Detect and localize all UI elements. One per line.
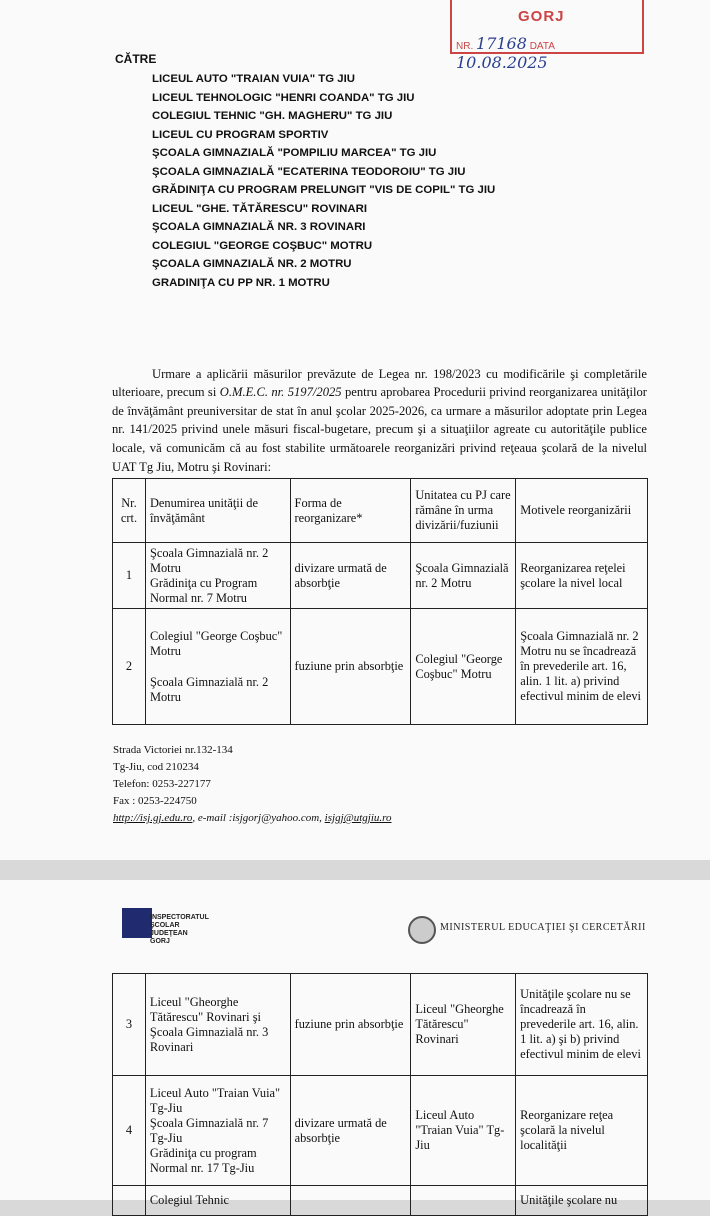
header-reasons: Motivele reorganizării [516,479,648,543]
recipient-item: ŞCOALA GIMNAZIALĂ "ECATERINA TEODOROIU" TG JIU [152,165,466,178]
header-reorg-form: Forma de reorganizare* [290,479,411,543]
email-link[interactable]: isjgj@utgjiu.ro [324,812,392,824]
reorganization-table [112,478,648,725]
table-row: 4 Liceul Auto "Traian Vuia" Tg-Jiu Şcoala Gimnazială nr. 7 Tg-Jiu Grădiniţa cu program Normal nr. 17 Tg-Jiu divizare urmată de absorbţie Liceul Auto "Traian Vuia" Tg-Jiu Reorganizare reţea şcolară la nivelul localităţii [113,1076,648,1186]
recipient-item: ŞCOALA GIMNAZIALĂ NR. 3 ROVINARI [152,221,366,233]
stamp-number: 17168 [476,34,527,53]
table-header-row [113,479,648,543]
recipient-item: LICEUL "GHE. TĂTĂRESCU" ROVINARI [152,202,367,215]
eu-flag-icon [122,908,152,938]
isj-gorj-logo: INSPECTORATUL ŞCOLAR JUDEŢEAN GORJ [122,902,232,960]
recipient-item: ŞCOALA GIMNAZIALĂ NR. 2 MOTRU [152,258,352,270]
body-paragraph: Urmare a aplicării măsurilor prevăzute de Legea nr. 198/2023 cu modificările şi completările ulterioare, precum si O.M.E.C. nr. 5197/2025 pentru aprobarea Procedurii privind reorganizarea unităţilor de învăţământ preuniversitar de stat în anul şcolar 2025-2026, ca urmare a măsurilor adoptate prin Legea nr. 141/2025 privind unele măsuri fiscal-bugetare, precum şi a situaţiilor agreate cu autorităţile publice locale, vă comunicăm că au fost stabilite următoarele reorganizări privind reţeaua şcolară de la nivelul UAT Tg Jiu, Motru şi Rovinari: [112,366,647,474]
registration-stamp [450,0,644,72]
header-remaining-pj: Unitatea cu PJ care rămâne în urma divizării/fuziunii [411,479,516,543]
table-row: 1 Şcoala Gimnazială nr. 2 Motru Grădiniţa cu Program Normal nr. 7 Motru divizare urmată de absorbţie Şcoala Gimnazială nr. 2 Motru Reorganizarea reţelei şcolare la nivel local [113,543,648,609]
ministry-name: MINISTERUL EDUCAŢIEI ŞI CERCETĂRII [440,922,646,933]
recipient-item: ŞCOALA GIMNAZIALĂ "POMPILIU MARCEA" TG JIU [152,147,437,159]
document-page-2 [0,880,710,1207]
header-nr: Nr. crt. [113,479,146,543]
table-row: 3 Liceul "Gheorghe Tătărescu" Rovinari şi Şcoala Gimnazială nr. 3 Rovinari fuziune prin absorbţie Liceul "Gheorghe Tătărescu" Rovinari Unităţile şcolare nu se încadrează în prevederile art. 16, alin. 1 lit. a) şi b) privind efectivul minim de elevi [113,974,648,1076]
omec-reference: O.M.E.C. nr. 5197/2025 [219,385,342,400]
recipients-list [152,70,495,292]
recipient-item: LICEUL CU PROGRAM SPORTIV [152,128,329,141]
recipient-item: LICEUL TEHNOLOGIC "HENRI COANDA" TG JIU [152,91,415,104]
recipient-item: GRĂDINIŢA CU PROGRAM PRELUNGIT "VIS DE COPIL" TG JIU [152,184,496,196]
recipient-item: GRADINIŢA CU PP NR. 1 MOTRU [152,276,330,289]
header-unit-name: Denumirea unităţii de învăţământ [145,479,290,543]
address-footer: Strada Victoriei nr.132-134 Tg-Jiu, cod 210234 Telefon: 0253-227177 Fax : 0253-224750 http://isj.gj.edu.ro, e-mail :isjgorj@yahoo.com, isjgj@utgjiu.ro [113,744,392,824]
stamp-county: GORJ [518,8,565,25]
recipients-heading: CĂTRE [115,52,157,66]
stamp-date: 10.08.2025 [456,53,548,72]
recipient-item: COLEGIUL TEHNIC "GH. MAGHERU" TG JIU [152,110,393,122]
table-row: Colegiul Tehnic Unităţile şcolare nu [113,1186,648,1216]
website-link[interactable]: http://isj.gj.edu.ro [113,812,193,824]
recipient-item: COLEGIUL "GEORGE COŞBUC" MOTRU [152,239,373,252]
stamp-number-line: NR. 17168 DATA 10.08.2025 [456,34,555,72]
reorganization-table-continued [112,973,648,1216]
recipient-item: LICEUL AUTO "TRAIAN VUIA" TG JIU [152,73,355,85]
table-row: 2 Colegiul "George Coşbuc" Motru Şcoala Gimnazială nr. 2 Motru fuziune prin absorbţie Colegiul "George Coşbuc" Motru Şcoala Gimnazială nr. 2 Motru nu se încadrează în prevederile art. 16, alin. 1 lit. a) privind efectivul minim de elevi [113,609,648,725]
coat-of-arms-icon [408,916,436,944]
